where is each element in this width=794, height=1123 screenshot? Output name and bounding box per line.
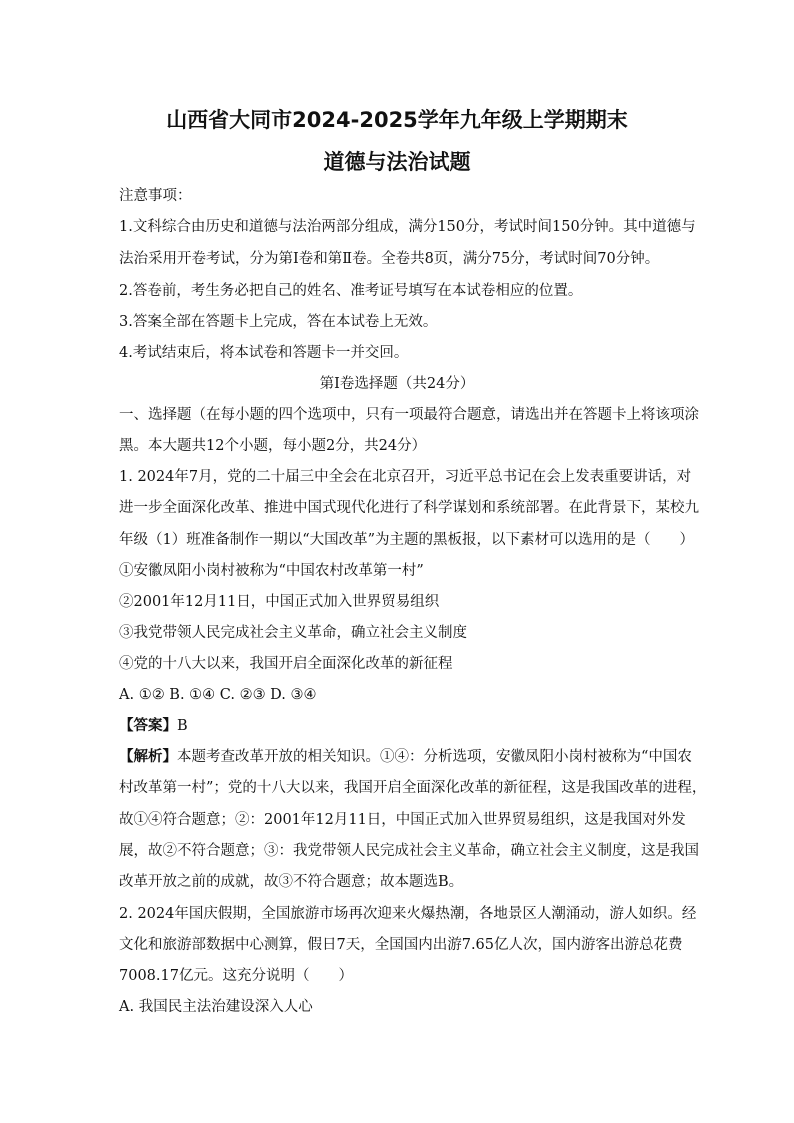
notes-heading: 注意事项： [119,188,192,204]
analysis-label: 【解析】 [119,748,177,765]
question-2-option-a: A. 我国民主法治建设深入人心 [119,999,313,1015]
exam-title: 山西省大同市2024-2025学年九年级上学期期末 [166,108,628,132]
question-1-stem: 进一步全面深化改革、推进中国式现代化进行了科学谋划和系统部署。在此背景下，某校九 [119,500,699,516]
question-1-options: A. ①② B. ①④ C. ②③ D. ③④ [119,687,317,703]
question-1-analysis [119,747,699,767]
section-title: 第Ⅰ卷选择题（共24分） [319,376,475,392]
exam-subtitle: 道德与法治试题 [323,150,471,174]
notes-line: 2.答卷前，考生务必把自己的姓名、准考证号填写在本试卷相应的位置。 [119,283,583,299]
question-1-item: ②2001年12月11日，中国正式加入世界贸易组织 [119,594,440,610]
notes-line: 4.考试结束后，将本试卷和答题卡一并交回。 [119,345,409,361]
answer-label: 【答案】 [119,717,177,734]
question-2-stem: 2. 2024年国庆假期，全国旅游市场再次迎来火爆热潮，各地景区人潮涌动，游人如织。经 [119,906,697,922]
section-instructions: 黑。本大题共12个小题，每小题2分，共24分） [119,438,427,454]
answer-value: B [177,718,188,734]
question-1-stem: 年级（1）班准备制作一期以“大国改革”为主题的黑板报，以下素材可以选用的是（ ） [119,532,695,548]
section-instructions: 一、选择题（在每小题的四个选项中，只有一项最符合题意，请选出并在答题卡上将该项涂 [119,407,699,423]
notes-line: 3.答案全部在答题卡上完成，答在本试卷上无效。 [119,314,438,330]
question-2-stem: 文化和旅游部数据中心测算，假日7天，全国国内出游7.65亿人次，国内游客出游总花费 [119,937,683,953]
question-1-item: ③我党带领人民完成社会主义革命，确立社会主义制度 [119,625,467,641]
notes-line: 法治采用开卷考试，分为第Ⅰ卷和第Ⅱ卷。全卷共8页，满分75分，考试时间70分钟。 [119,251,660,267]
question-1-analysis: 故①④符合题意；②：2001年12月11日，中国正式加入世界贸易组织，这是我国对外发 [119,812,686,828]
question-2-stem: 7008.17亿元。这充分说明（ ） [119,968,353,984]
question-1-answer [119,716,699,736]
question-1-analysis: 村改革第一村”；党的十八大以来，我国开启全面深化改革的新征程，这是我国改革的进程， [119,780,707,796]
question-1-analysis: 改革开放之前的成就，故③不符合题意；故本题选B。 [119,874,464,890]
notes-line: 1.文科综合由历史和道德与法治两部分组成，满分150分，考试时间150分钟。其中道德与 [119,219,696,235]
question-1-stem: 1. 2024年7月，党的二十届三中全会在北京召开，习近平总书记在会上发表重要讲话，对 [119,469,692,485]
question-1-analysis: 展，故②不符合题意；③：我党带领人民完成社会主义革命，确立社会主义制度，这是我国 [119,843,699,859]
question-1-item: ①安徽凤阳小岗村被称为“中国农村改革第一村” [119,563,424,579]
question-1-item: ④党的十八大以来，我国开启全面深化改革的新征程 [119,656,453,672]
analysis-text: 本题考查改革开放的相关知识。①④：分析选项，安徽凤阳小岗村被称为“中国农 [177,749,692,765]
